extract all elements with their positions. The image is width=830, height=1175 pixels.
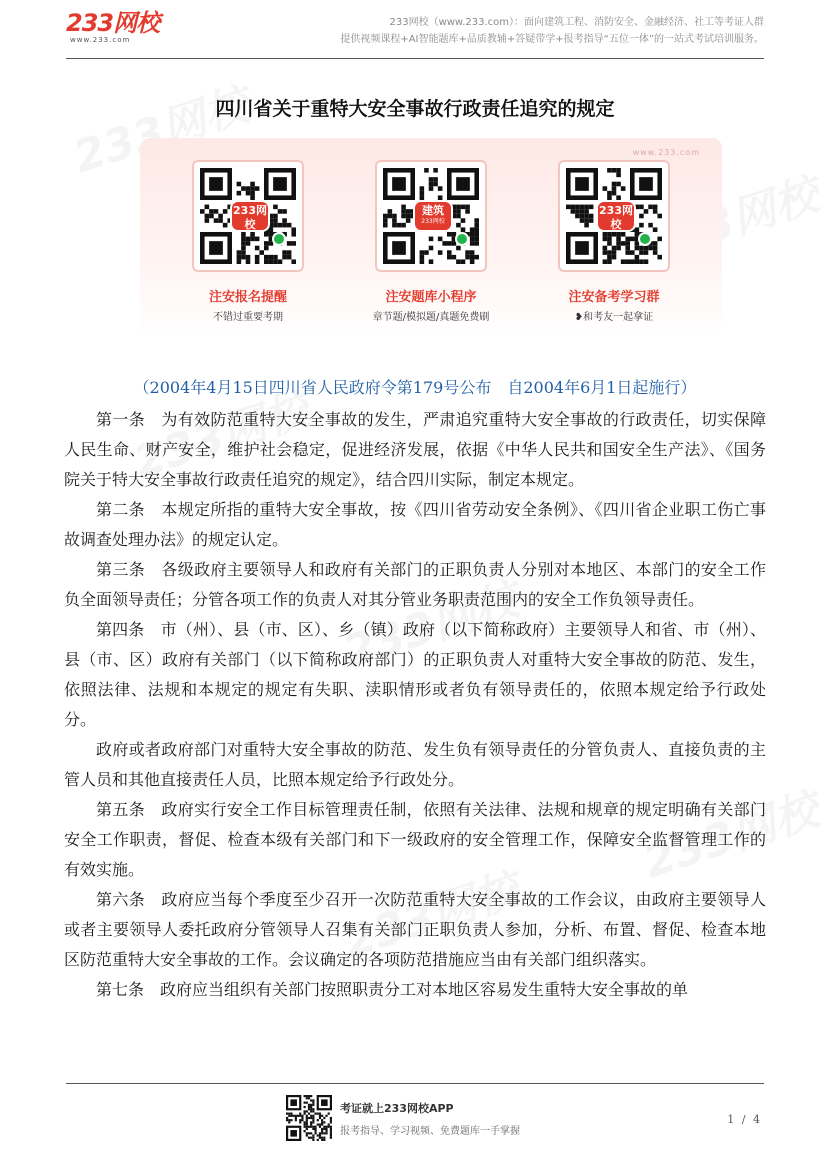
mini-program-icon bbox=[638, 232, 652, 246]
mini-program-icon bbox=[272, 232, 286, 246]
footer-divider bbox=[66, 1083, 764, 1084]
qr-sub-signup: 不错过重要考期 bbox=[213, 312, 283, 323]
banner-url: www.233.com bbox=[632, 148, 700, 157]
qr-badge bbox=[230, 200, 270, 232]
header-line-2: 提供视频课程+AI智能题库+品质教辅+答疑带学+报考指导“五位一体”的一站式考试培训服务。 bbox=[340, 34, 764, 45]
paragraph: 第二条 本规定所指的重特大安全事故，按《四川省劳动安全条例》、《四川省企业职工伤亡事故调查处理办法》的规定认定。 bbox=[64, 500, 766, 549]
paragraph: 第四条 市（州）、县（市、区）、乡（镇）政府（以下简称政府）主要领导人和省、市（州）、县（市、区）政府有关部门（以下简称政府部门）的正职负责人对重特大安全事故的防范、发生，依照法律、法规和本规定的规定有失职、渎职情形或者负有领导责任的，依照本规定给予行政处分。 bbox=[64, 620, 766, 729]
page-header bbox=[66, 8, 764, 60]
header-description bbox=[340, 14, 764, 48]
footer-app-title: 考证就上233网校APP bbox=[340, 1102, 454, 1115]
paragraph: 第七条 政府应当组织有关部门按照职责分工对本地区容易发生重特大安全事故的单 bbox=[96, 980, 689, 999]
qr-sub-study-group: ❥和考友一起拿证 bbox=[574, 312, 654, 323]
qr-card-question-bank[interactable] bbox=[375, 160, 487, 272]
footer-app-subtitle: 报考指导、学习视频、免费题库一手掌握 bbox=[340, 1126, 520, 1137]
qr-badge-text: 建筑 bbox=[422, 204, 444, 217]
paragraph: 第六条 政府应当每个季度至少召开一次防范重特大安全事故的工作会议，由政府主要领导人或者主要领导人委托政府分管领导人召集有关部门正职负责人参加，分析、布置、督促、检查本地区防范重特大安全事故的工作。会议确定的各项防范措施应当由有关部门组织落实。 bbox=[64, 890, 766, 969]
header-line-1: 233网校（www.233.com）：面向建筑工程、消防安全、金融经济、社工等考证人群 bbox=[389, 17, 764, 28]
app-qr-code-icon[interactable] bbox=[286, 1095, 332, 1141]
paragraph: 第三条 各级政府主要领导人和政府有关部门的正职负责人分别对本地区、本部门的安全工作负全面领导责任；分管各项工作的负责人对其分管业务职责范围内的安全工作负领导责任。 bbox=[64, 560, 766, 609]
paragraph: 第五条 政府实行安全工作目标管理责任制，依照有关法律、法规和规章的规定明确有关部门安全工作职责，督促、检查本级有关部门和下一级政府的安全管理工作，保障安全监督管理工作的有效实施。 bbox=[64, 800, 766, 879]
brand-logo bbox=[66, 10, 159, 44]
qr-badge-subtext: 233网校 bbox=[421, 218, 445, 225]
document-body bbox=[64, 405, 766, 1005]
qr-label-signup: 注安报名提醒 bbox=[208, 290, 287, 305]
qr-banner bbox=[140, 138, 722, 338]
qr-card-study-group[interactable] bbox=[558, 160, 670, 272]
qr-sub-question-bank: 章节题/模拟题/真题免费刷 bbox=[372, 312, 490, 323]
paragraph: 第一条 为有效防范重特大安全事故的发生，严肃追究重特大安全事故的行政责任，切实保障人民生命、财产安全，维护社会稳定，促进经济发展，依据《中华人民共和国安全生产法》、《国务院关于特大安全事故行政责任追究的规定》，结合四川实际，制定本规定。 bbox=[64, 410, 766, 489]
qr-label-question-bank: 注安题库小程序 bbox=[385, 290, 477, 305]
document-title: 四川省关于重特大安全事故行政责任追究的规定 bbox=[215, 98, 615, 120]
qr-card-signup[interactable] bbox=[192, 160, 304, 272]
qr-badge bbox=[413, 200, 453, 232]
logo-text: 233网校 bbox=[66, 9, 160, 37]
paragraph: 政府或者政府部门对重特大安全事故的防范、发生负有领导责任的分管负责人、直接负责的主管人员和其他直接责任人员，比照本规定给予行政处分。 bbox=[64, 740, 766, 789]
page-number: 1 / 4 bbox=[727, 1113, 762, 1126]
qr-badge-text: 233网校 bbox=[233, 204, 267, 231]
logo-url: www.233.com bbox=[70, 36, 131, 44]
qr-badge-text: 233网校 bbox=[599, 204, 633, 231]
document-subtitle: （2004年4月15日四川省人民政府令第179号公布 自2004年6月1日起施行） bbox=[133, 378, 697, 397]
mini-program-icon bbox=[455, 232, 469, 246]
qr-badge bbox=[596, 200, 636, 232]
header-divider bbox=[66, 58, 764, 59]
qr-label-study-group: 注安备考学习群 bbox=[568, 290, 660, 305]
